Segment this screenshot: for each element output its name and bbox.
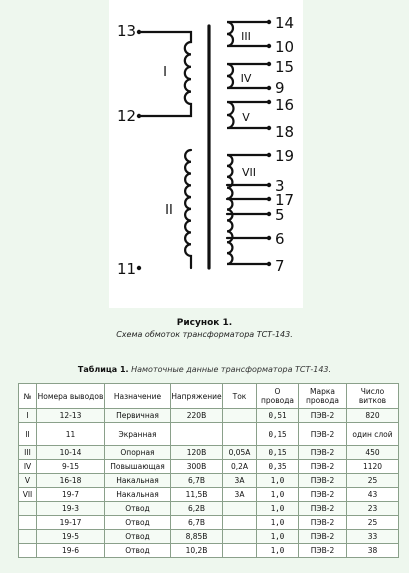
table-cell [171, 423, 223, 446]
terminal-label-12: 12 [117, 107, 137, 125]
terminal-14-dot [267, 20, 271, 24]
terminal-9-dot [267, 86, 271, 90]
table-cell: 1,0 [257, 544, 299, 558]
table-cell: Отвод [105, 544, 171, 558]
table-cell: 6,7В [171, 516, 223, 530]
terminal-label-15: 15 [275, 58, 295, 76]
table-cell: Накальная [105, 474, 171, 488]
table-cell: Отвод [105, 516, 171, 530]
table-cell: 1,0 [257, 516, 299, 530]
table-header-cell: № [19, 384, 37, 409]
table-row [19, 516, 399, 530]
table-cell: 43 [347, 488, 399, 502]
figure-panel [109, 0, 303, 308]
table-cell: 0,2А [223, 460, 257, 474]
terminal-label-16: 16 [275, 96, 295, 114]
table-cell: 11 [37, 423, 105, 446]
table-cell: Повышающая [105, 460, 171, 474]
table-cell: ПЭВ-2 [299, 446, 347, 460]
table-cell: 6,2В [171, 502, 223, 516]
table-cell: 10-14 [37, 446, 105, 460]
table-cell: 0,15 [257, 423, 299, 446]
table-cell: ПЭВ-2 [299, 544, 347, 558]
table-cell: 0,35 [257, 460, 299, 474]
terminal-label-5: 5 [275, 206, 285, 224]
table-title-number: Таблица 1. [77, 365, 129, 374]
winding-label-2: II [165, 203, 173, 218]
terminal-label-9: 9 [275, 79, 285, 97]
table-cell: 1,0 [257, 502, 299, 516]
table-row [19, 474, 399, 488]
table-cell: 12-13 [37, 409, 105, 423]
terminal-label-10: 10 [275, 38, 295, 56]
table-row [19, 423, 399, 446]
winding-data-table [18, 383, 399, 558]
table-row [19, 488, 399, 502]
table-cell [223, 516, 257, 530]
table-cell: ПЭВ-2 [299, 488, 347, 502]
table-cell: 1120 [347, 460, 399, 474]
table-cell [19, 544, 37, 558]
table-cell: ПЭВ-2 [299, 423, 347, 446]
winding-label-3: III [241, 30, 251, 43]
table-cell [19, 502, 37, 516]
terminal-6-dot [267, 236, 271, 240]
terminal-label-17: 17 [275, 191, 295, 209]
terminal-7-dot [267, 262, 271, 266]
terminal-17-dot [267, 197, 271, 201]
table-cell: Экранная [105, 423, 171, 446]
table-cell: 820 [347, 409, 399, 423]
table-cell: 19-17 [37, 516, 105, 530]
table-cell [19, 530, 37, 544]
winding-label-5: V [242, 111, 250, 124]
table-header-cell: Напряжение [171, 384, 223, 409]
table-header-cell: Марка провода [299, 384, 347, 409]
table-cell: Отвод [105, 502, 171, 516]
terminal-5-dot [267, 212, 271, 216]
table-cell [223, 423, 257, 446]
transformer-schematic [109, 0, 303, 308]
table-cell: 6,7В [171, 474, 223, 488]
table-cell: ПЭВ-2 [299, 409, 347, 423]
table-cell: 23 [347, 502, 399, 516]
table-header-row [19, 384, 399, 409]
table-row [19, 446, 399, 460]
table-cell: VII [19, 488, 37, 502]
terminal-label-13: 13 [117, 22, 137, 40]
table-cell: IV [19, 460, 37, 474]
table-cell: 3А [223, 488, 257, 502]
table-cell: Первичная [105, 409, 171, 423]
table-cell: ПЭВ-2 [299, 474, 347, 488]
table-cell: Отвод [105, 530, 171, 544]
terminal-11-dot [137, 266, 141, 270]
table-cell: III [19, 446, 37, 460]
table-cell: 1,0 [257, 530, 299, 544]
table-cell: 25 [347, 516, 399, 530]
table-cell [223, 544, 257, 558]
table-title-text: Намоточные данные трансформатора ТСТ-143. [131, 365, 332, 374]
table-cell: 0,51 [257, 409, 299, 423]
table-cell [19, 516, 37, 530]
terminal-label-14: 14 [275, 14, 295, 32]
table-cell: ПЭВ-2 [299, 530, 347, 544]
terminal-18-dot [267, 126, 271, 130]
table-header-cell: Ток [223, 384, 257, 409]
table-cell: V [19, 474, 37, 488]
terminal-12-dot [137, 114, 141, 118]
terminal-label-7: 7 [275, 257, 285, 275]
terminal-19-dot [267, 153, 271, 157]
terminal-label-6: 6 [275, 230, 285, 248]
table-cell: ПЭВ-2 [299, 460, 347, 474]
table-cell: 3А [223, 474, 257, 488]
table-cell: Опорная [105, 446, 171, 460]
table-row [19, 409, 399, 423]
terminal-3-dot [267, 183, 271, 187]
table-cell: 1,0 [257, 474, 299, 488]
table-cell: 450 [347, 446, 399, 460]
table-cell: ПЭВ-2 [299, 516, 347, 530]
terminal-10-dot [267, 44, 271, 48]
table-cell: 10,2В [171, 544, 223, 558]
table-cell: 120В [171, 446, 223, 460]
table-cell: 8,85В [171, 530, 223, 544]
table-cell: I [19, 409, 37, 423]
table-cell: 9-15 [37, 460, 105, 474]
table-header-cell: Номера выводов [37, 384, 105, 409]
table-cell: 0,15 [257, 446, 299, 460]
table-row [19, 502, 399, 516]
table-cell: 19-7 [37, 488, 105, 502]
winding-label-4: IV [240, 72, 252, 85]
table-header-cell: О провода [257, 384, 299, 409]
table-row [19, 544, 399, 558]
winding-label-7: VII [241, 166, 257, 179]
table-cell: 0,05А [223, 446, 257, 460]
table-cell: 25 [347, 474, 399, 488]
table-title [0, 365, 409, 374]
table-cell: II [19, 423, 37, 446]
figure-caption-text: Схема обмоток трансформатора ТСТ-143. [116, 330, 293, 339]
table-cell: 19-5 [37, 530, 105, 544]
table-row [19, 530, 399, 544]
table-cell: 300В [171, 460, 223, 474]
terminal-label-18: 18 [275, 123, 295, 141]
table-cell: 19-3 [37, 502, 105, 516]
terminal-label-3: 3 [275, 177, 285, 195]
table-cell: 1,0 [257, 488, 299, 502]
terminal-label-19: 19 [275, 147, 295, 165]
terminal-15-dot [267, 62, 271, 66]
terminal-16-dot [267, 100, 271, 104]
table-cell [223, 409, 257, 423]
winding-label-1: I [163, 65, 167, 80]
table-cell [223, 502, 257, 516]
terminal-label-11: 11 [117, 260, 137, 278]
table-cell: 16-18 [37, 474, 105, 488]
table-row [19, 460, 399, 474]
winding-2-coil [185, 150, 191, 268]
table-cell: Накальная [105, 488, 171, 502]
table-header-cell: Число витков [347, 384, 399, 409]
table-header-cell: Назначение [105, 384, 171, 409]
table-cell: ПЭВ-2 [299, 502, 347, 516]
figure-caption-title: Рисунок 1. [176, 318, 233, 328]
table-cell: 220В [171, 409, 223, 423]
table-cell: один слой [347, 423, 399, 446]
table-cell: 38 [347, 544, 399, 558]
table-cell [223, 530, 257, 544]
table-cell: 11,5В [171, 488, 223, 502]
terminal-13-dot [137, 30, 141, 34]
table-cell: 33 [347, 530, 399, 544]
table-cell: 19-6 [37, 544, 105, 558]
